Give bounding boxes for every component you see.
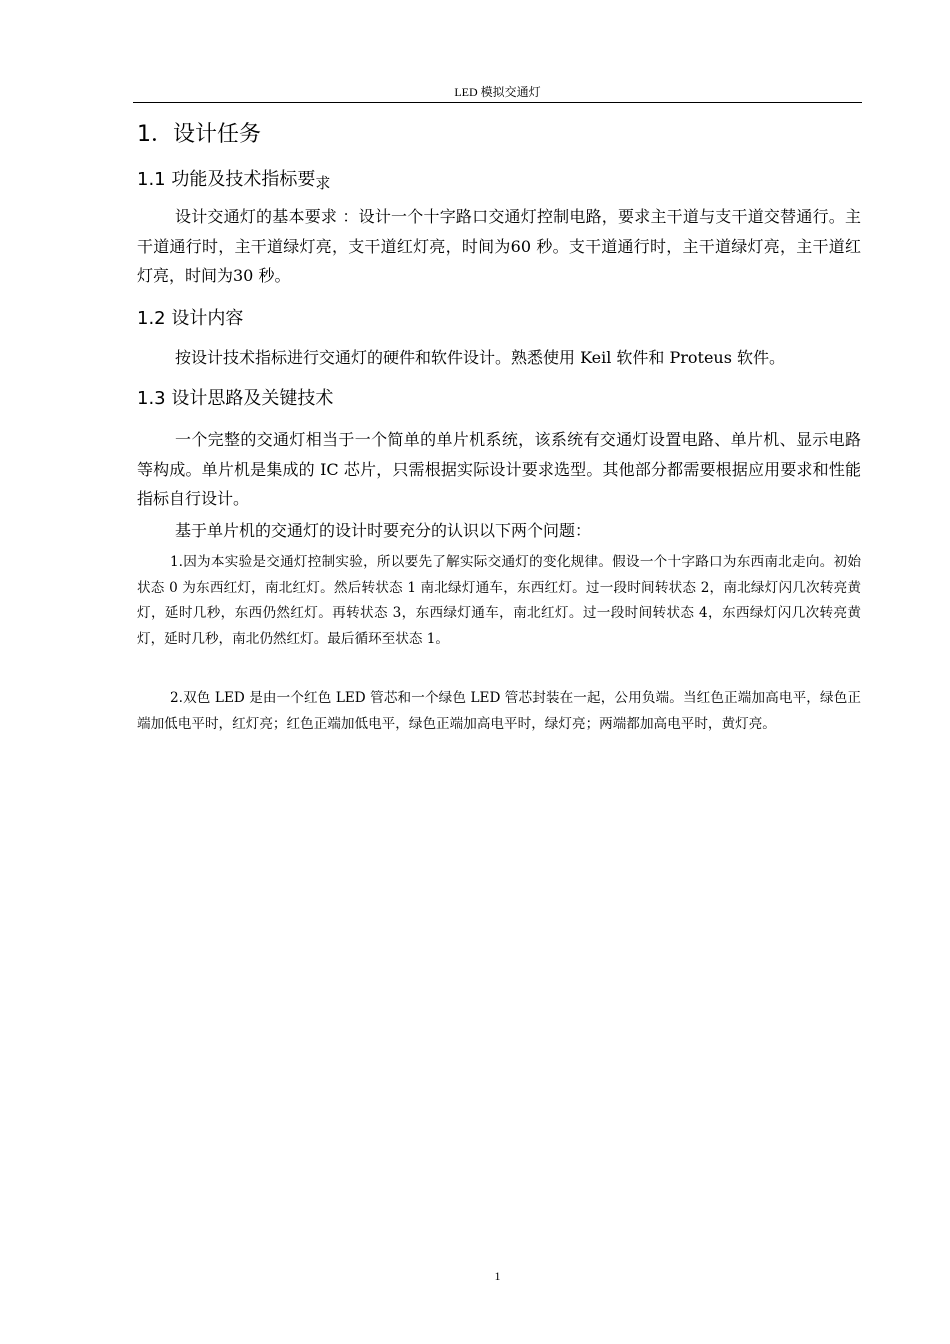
- section-1-2-heading: 1.2 设计内容: [137, 308, 244, 329]
- section-1-2-paragraph: 按设计技术指标进行交通灯的硬件和软件设计。熟悉使用 Keil 软件和 Proteus 软件。: [175, 348, 786, 367]
- section-1-1-heading: [137, 167, 330, 193]
- section-1-3-paragraph-2: 基于单片机的交通灯的设计时要充分的认识以下两个问题：: [175, 521, 592, 540]
- section-1-1-heading-tail: 求: [315, 174, 331, 192]
- page-header: LED 模拟交通灯: [454, 85, 541, 99]
- page-number: 1: [494, 1269, 501, 1283]
- section-1-1-paragraph: 设计交通灯的基本要求 ：设计一个十字路口交通灯控制电路，要求主干道与支干道交替通行。主干道通行时，主干道绿灯亮，支干道红灯亮，时间为60 秒。支干道通行时，主干道绿灯亮，主干道红灯亮，时间为30 秒。: [137, 207, 861, 285]
- section-1-3-item-2: 2.双色 LED 是由一个红色 LED 管芯和一个绿色 LED 管芯封装在一起，公用负端。当红色正端加高电平，绿色正端加低电平时，红灯亮；红色正端加低电平，绿色正端加高电平时，绿灯亮；两端都加高电平时，黄灯亮。: [137, 690, 861, 732]
- section-1-3-paragraph-1: 一个完整的交通灯相当于一个简单的单片机系统，该系统有交通灯设置电路、单片机、显示电路等构成。单片机是集成的 IC 芯片，只需根据实际设计要求选型。其他部分都需要根据应用要求和性能指标自行设计。: [137, 430, 861, 508]
- section-1-3-heading: 1.3 设计思路及关键技术: [137, 388, 334, 409]
- section-1-3-item-1: 1.因为本实验是交通灯控制实验，所以要先了解实际交通灯的变化规律。假设一个十字路口为东西南北走向。初始状态 0 为东西红灯，南北红灯。然后转状态 1 南北绿灯通车，东西红灯。过一段时间转状态 2，南北绿灯闪几次转亮黄灯，延时几秒，东西仍然红灯。再转状态 3，东西绿灯通车，南北红灯。过一段时间转状态 4，东西绿灯闪几次转亮黄灯，延时几秒，南北仍然红灯。最后循环至状态 1。: [137, 554, 861, 647]
- header-rule: [133, 102, 862, 103]
- section-1-1-heading-main: 1.1 功能及技术指标要: [137, 169, 316, 190]
- section-1-heading: 1．设计任务: [137, 122, 261, 147]
